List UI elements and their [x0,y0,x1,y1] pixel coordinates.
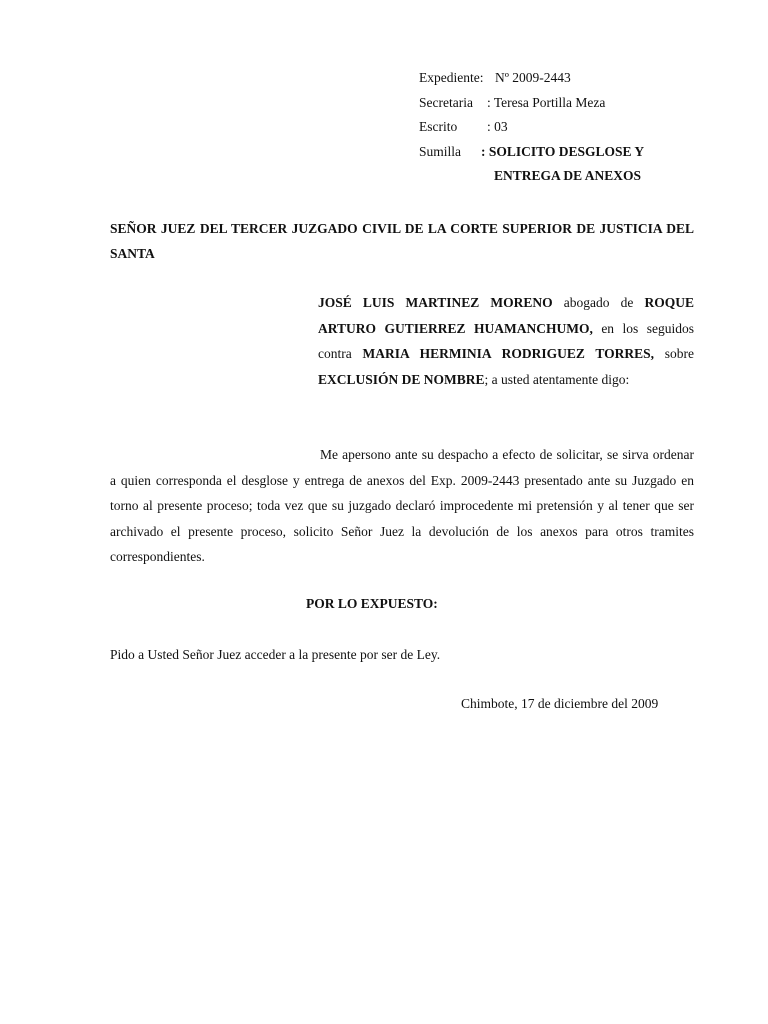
expediente-label: Expediente: [419,70,484,85]
addressee: SEÑOR JUEZ DEL TERCER JUZGADO CIVIL DE LA CORTE SUPERIOR DE JUSTICIA DEL SANTA [110,221,694,261]
secretaria-row [419,91,739,116]
opponent-name: MARIA HERMINIA RODRIGUEZ TORRES, [362,346,655,361]
sumilla-continuation: ENTREGA DE ANEXOS [494,168,642,183]
petition-line: Pido a Usted Señor Juez acceder a la presente por ser de Ley. [110,647,441,662]
escrito-value: : 03 [487,119,508,134]
expediente-row [419,66,739,91]
sumilla-label: Sumilla [419,143,462,159]
intro-text-2: en los seguidos contra [318,320,694,361]
intro-text-4: ; a usted atentamente digo: [484,371,630,387]
secretaria-value: : Teresa Portilla Meza [487,94,606,110]
escrito-row [419,115,739,140]
intro-paragraph [318,290,694,392]
client-name: ROQUE ARTURO GUTIERREZ HUAMANCHUMO, [318,295,694,336]
intro-text-1: abogado de [552,295,645,310]
attorney-name: JOSÉ LUIS MARTINEZ MORENO [318,295,553,310]
sumilla-value: : SOLICITO DESGLOSE Y [481,143,645,159]
secretaria-label: Secretaria [419,94,473,110]
body-paragraph: Me apersono ante su despacho a efecto de solicitar, se sirva ordenar a quien corresponda el desglose y entrega de anexos del Exp. 2009-2443 presentado ante su Juzgado en torno al presente proceso; toda vez que su juzgado declaró improcedente mi pretensión y al tener que ser archivado el presente proceso, solicito Señor Juez la devolución de los anexos para otros tramites correspondientes. [110,447,694,564]
case-header [419,66,739,189]
date-line: Chimbote, 17 de diciembre del 2009 [461,696,659,711]
intro-text-3: sobre [654,346,694,361]
conclusion-heading: POR LO EXPUESTO: [306,596,438,611]
sumilla-row [419,140,739,165]
case-matter: EXCLUSIÓN DE NOMBRE [318,371,485,387]
escrito-label: Escrito [419,119,458,134]
expediente-value: Nº 2009-2443 [495,70,571,85]
